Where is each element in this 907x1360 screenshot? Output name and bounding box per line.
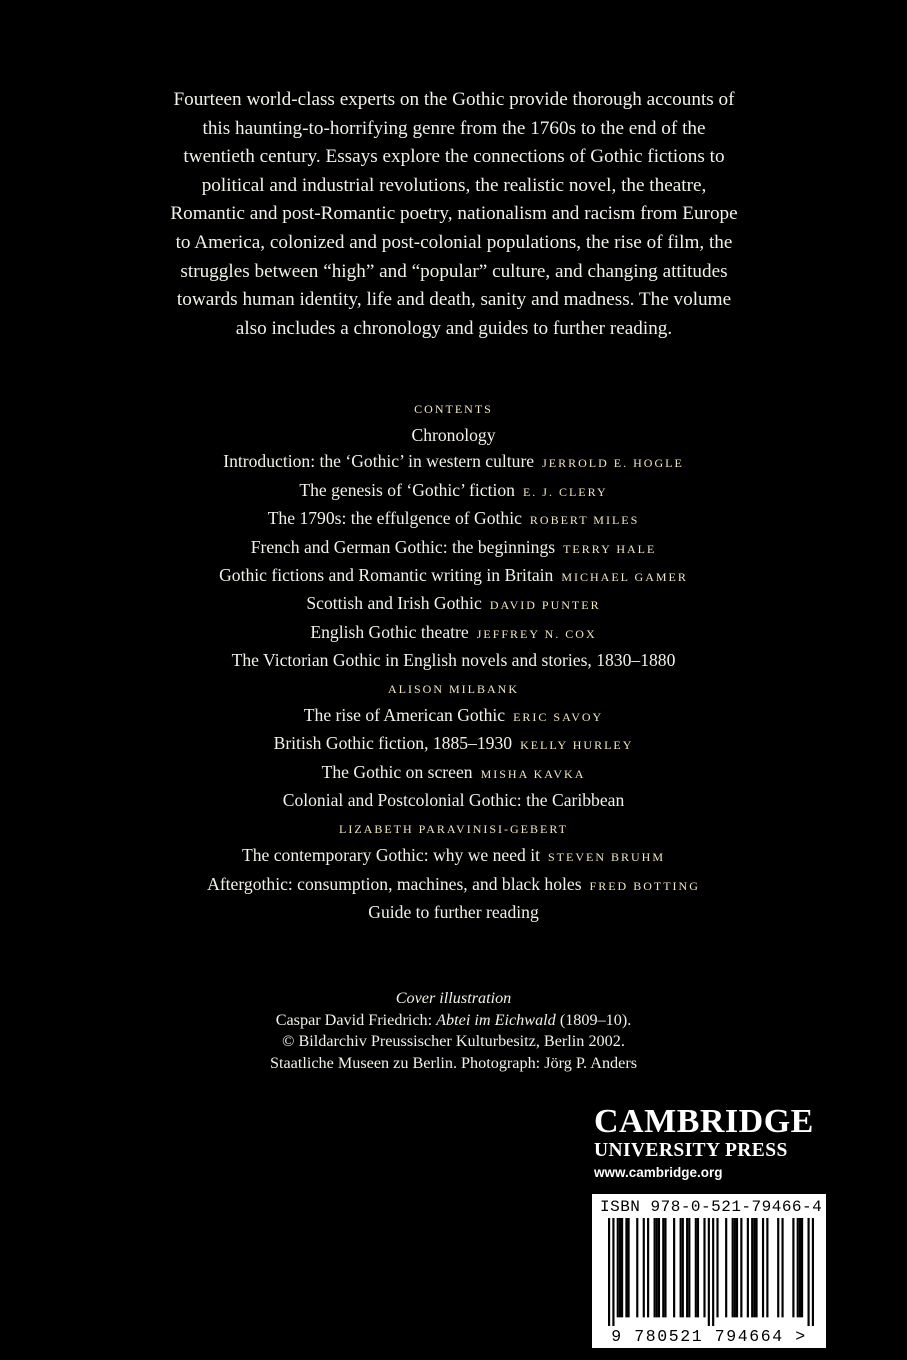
toc-entry	[120, 899, 787, 925]
barcode-bar	[708, 1218, 710, 1326]
toc-entry-title: Gothic fictions and Romantic writing in Britain	[219, 565, 554, 586]
toc-entry-title: The genesis of ‘Gothic’ fiction	[299, 479, 515, 500]
barcode-bar	[628, 1218, 630, 1317]
barcode-bar	[712, 1218, 714, 1326]
barcode-bar	[625, 1218, 627, 1317]
toc-entry-title: The 1790s: the effulgence of Gothic	[267, 508, 522, 529]
barcode-bar	[732, 1218, 734, 1317]
barcode-bar	[643, 1218, 645, 1317]
back-cover-blurb: Fourteen world-class experts on the Gothic provide thorough accounts of this haunting-to-horrifying genre from the 1760s to the end of the twentieth century. Essays explore the connections of Gothic fictions to political and industrial revolutions, the realistic novel, the theatre, Romantic and post-Romantic poetry, nationalism and racism from Europe to America, colonized and post-colonial populations, the rise of film, the struggles between “high” and “popular” culture, and changing attitudes towards human identity, life and death, sanity and madness. The volume also includes a chronology and guides to further reading.	[170, 89, 738, 339]
toc-entry-title: The contemporary Gothic: why we need it	[241, 845, 540, 866]
isbn-barcode	[592, 1194, 826, 1348]
toc-entry	[120, 759, 787, 787]
barcode-bar	[664, 1218, 666, 1317]
barcode-bar	[654, 1218, 656, 1317]
credit-line-1	[200, 1010, 707, 1032]
barcode-bar	[647, 1218, 649, 1317]
credit-artist: Caspar David Friedrich:	[275, 1010, 437, 1029]
barcode-bar	[807, 1218, 809, 1326]
barcode-bar	[673, 1218, 675, 1317]
barcode-bar	[801, 1218, 803, 1317]
publisher-subname: UNIVERSITY PRESS	[594, 1140, 788, 1161]
barcode-bars	[608, 1218, 814, 1326]
toc-entry-author: ROBERT MILES	[529, 513, 640, 528]
barcode-bar	[658, 1218, 660, 1317]
barcode-bar	[781, 1218, 783, 1317]
toc-entry	[120, 814, 787, 842]
toc-entry-author: JERROLD E. HOGLE	[542, 456, 684, 471]
contents-heading: CONTENTS	[414, 402, 493, 416]
toc-entry-author: STEVEN BRUHM	[548, 850, 666, 865]
toc-entry-title: Scottish and Irish Gothic	[306, 593, 482, 614]
toc-entry	[120, 590, 787, 618]
barcode-bar	[753, 1218, 755, 1317]
ean-digits: 9 780521 794664 >	[611, 1327, 807, 1346]
barcode-bar	[716, 1218, 718, 1317]
cover-illustration-credit	[200, 988, 707, 1074]
barcode-bar	[725, 1218, 727, 1317]
table-of-contents	[120, 398, 787, 925]
barcode-bar	[612, 1218, 614, 1326]
toc-entry-title: Colonial and Postcolonial Gothic: the Caribbean	[282, 790, 625, 811]
credit-heading: Cover illustration	[395, 989, 512, 1007]
barcode-bar	[762, 1218, 764, 1317]
toc-entry-author: MISHA KAVKA	[480, 766, 586, 781]
toc-entry-title: Chronology	[411, 425, 496, 445]
barcode-bar	[697, 1218, 699, 1317]
credit-artwork-title: Abtei im Eichwald	[436, 1010, 556, 1029]
toc-entry	[120, 505, 787, 533]
toc-entry-title: British Gothic fiction, 1885–1930	[273, 733, 513, 754]
barcode-bar	[662, 1218, 664, 1317]
credit-date: (1809–10).	[555, 1010, 632, 1029]
barcode-bar	[755, 1218, 757, 1317]
barcode-bar	[777, 1218, 779, 1317]
toc-entry	[120, 871, 787, 899]
toc-entry-title: The Gothic on screen	[321, 761, 473, 782]
barcode-bar	[766, 1218, 768, 1317]
barcode-bar	[619, 1218, 621, 1317]
toc-entry	[120, 562, 787, 590]
barcode-bar	[608, 1218, 610, 1326]
toc-entry-author: KELLY HURLEY	[520, 738, 634, 753]
toc-entry-title: Aftergothic: consumption, machines, and black holes	[207, 873, 582, 894]
barcode-bar	[799, 1218, 801, 1317]
toc-entry-title: English Gothic theatre	[310, 621, 469, 642]
barcode-bar	[686, 1218, 688, 1317]
barcode-bar	[680, 1218, 682, 1317]
barcode-bar	[656, 1218, 658, 1317]
toc-entry-author: JEFFREY N. COX	[476, 626, 597, 641]
toc-entry-author: LIZABETH PARAVINISI-GEBERT	[339, 821, 568, 836]
barcode-bar	[747, 1218, 749, 1317]
toc-entry-title: French and German Gothic: the beginnings	[250, 536, 556, 557]
toc-entry	[120, 448, 787, 476]
toc-entry	[120, 730, 787, 758]
barcode-bar	[621, 1218, 623, 1317]
toc-list	[120, 422, 787, 925]
toc-entry	[120, 842, 787, 870]
barcode-bar	[682, 1218, 684, 1317]
barcode-bar	[734, 1218, 736, 1317]
toc-entry-title: Guide to further reading	[368, 901, 539, 922]
barcode-bar	[751, 1218, 753, 1317]
barcode-bar	[740, 1218, 742, 1317]
toc-entry	[120, 702, 787, 730]
toc-entry	[120, 647, 787, 673]
toc-entry-author: FRED BOTTING	[589, 878, 700, 893]
toc-entry	[120, 619, 787, 647]
toc-entry-author: MICHAEL GAMER	[561, 570, 688, 585]
barcode-bar	[688, 1218, 690, 1317]
credit-line-2: © Bildarchiv Preussischer Kulturbesitz, Berlin 2002.	[282, 1032, 625, 1050]
toc-entry	[120, 534, 787, 562]
toc-entry-author: DAVID PUNTER	[489, 598, 601, 613]
barcode-bar	[695, 1218, 697, 1317]
barcode-bar	[792, 1218, 794, 1317]
toc-entry	[120, 787, 787, 813]
publisher-logo	[594, 1104, 824, 1184]
barcode-bar	[617, 1218, 619, 1317]
toc-entry	[120, 477, 787, 505]
toc-entry-author: ALISON MILBANK	[388, 681, 519, 696]
barcode-bar	[812, 1218, 814, 1326]
toc-entry-title: Introduction: the ‘Gothic’ in western culture	[223, 451, 535, 472]
toc-entry	[120, 422, 787, 448]
publisher-url: www.cambridge.org	[594, 1165, 723, 1180]
isbn-label: ISBN 978-0-521-79466-4	[600, 1198, 823, 1216]
publisher-name: CAMBRIDGE	[594, 1103, 814, 1140]
credit-line-3: Staatliche Museen zu Berlin. Photograph: Jörg P. Anders	[269, 1053, 638, 1072]
toc-entry-author: ERIC SAVOY	[513, 710, 604, 725]
toc-entry-author: E. J. CLERY	[522, 484, 608, 499]
barcode-bar	[797, 1218, 799, 1317]
toc-entry-title: The Victorian Gothic in English novels and stories, 1830–1880	[231, 650, 676, 671]
barcode-bar	[736, 1218, 738, 1317]
toc-entry-author: TERRY HALE	[563, 541, 657, 556]
barcode-bar	[703, 1218, 705, 1317]
toc-entry	[120, 674, 787, 702]
toc-entry-title: The rise of American Gothic	[303, 705, 506, 726]
barcode-bar	[636, 1218, 638, 1317]
